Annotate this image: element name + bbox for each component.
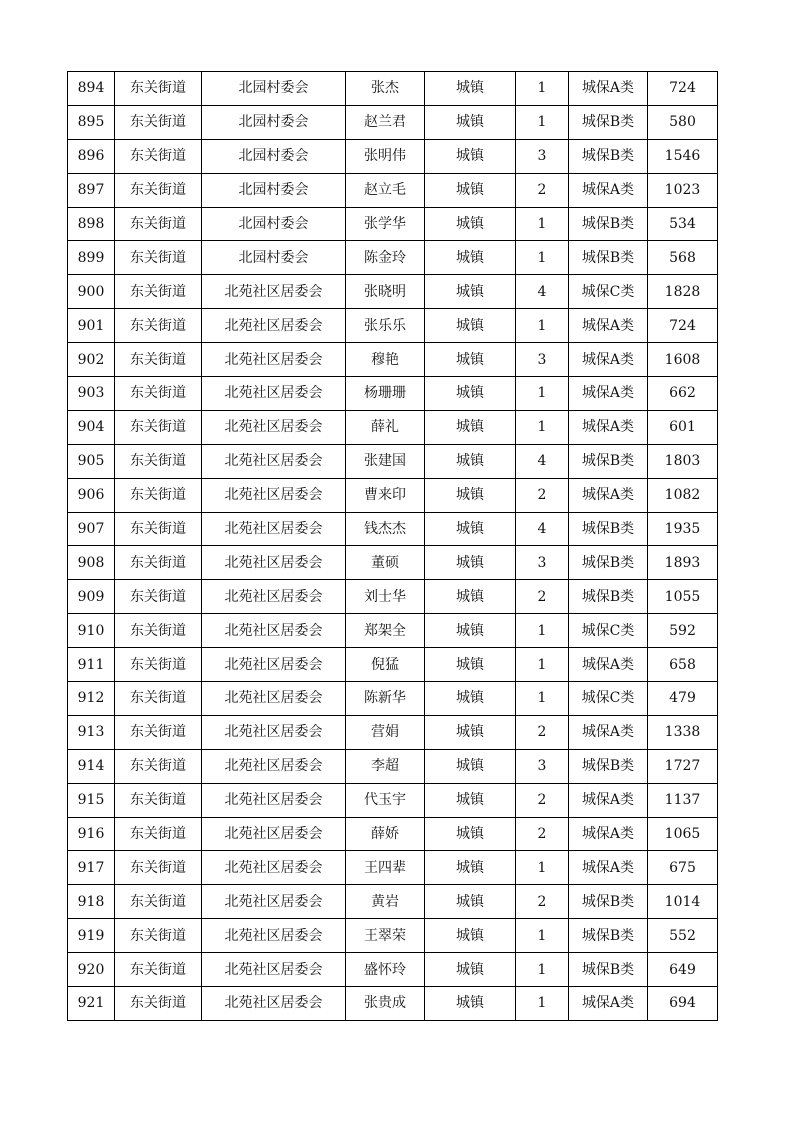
committee-cell: 北苑社区居委会 xyxy=(202,614,346,648)
committee-cell: 北苑社区居委会 xyxy=(202,512,346,546)
table-row xyxy=(68,546,718,580)
household-count-cell: 4 xyxy=(516,275,569,309)
amount-cell: 1137 xyxy=(648,783,718,817)
table-row xyxy=(68,648,718,682)
category-cell: 城保A类 xyxy=(569,478,648,512)
household-count-cell: 1 xyxy=(516,919,569,953)
street-cell: 东关街道 xyxy=(115,410,202,444)
serial-number-cell: 897 xyxy=(68,173,115,207)
household-count-cell: 1 xyxy=(516,377,569,411)
serial-number-cell: 912 xyxy=(68,682,115,716)
amount-cell: 580 xyxy=(648,105,718,139)
committee-cell: 北苑社区居委会 xyxy=(202,715,346,749)
amount-cell: 534 xyxy=(648,207,718,241)
street-cell: 东关街道 xyxy=(115,783,202,817)
name-cell: 赵兰君 xyxy=(346,105,425,139)
amount-cell: 1893 xyxy=(648,546,718,580)
name-cell: 张学华 xyxy=(346,207,425,241)
name-cell: 杨珊珊 xyxy=(346,377,425,411)
name-cell: 张贵成 xyxy=(346,987,425,1021)
area-type-cell: 城镇 xyxy=(425,953,516,987)
category-cell: 城保A类 xyxy=(569,377,648,411)
committee-cell: 北苑社区居委会 xyxy=(202,546,346,580)
category-cell: 城保C类 xyxy=(569,682,648,716)
table-row xyxy=(68,343,718,377)
serial-number-cell: 915 xyxy=(68,783,115,817)
area-type-cell: 城镇 xyxy=(425,241,516,275)
table-row xyxy=(68,682,718,716)
household-count-cell: 1 xyxy=(516,987,569,1021)
amount-cell: 1023 xyxy=(648,173,718,207)
committee-cell: 北苑社区居委会 xyxy=(202,851,346,885)
street-cell: 东关街道 xyxy=(115,309,202,343)
committee-cell: 北苑社区居委会 xyxy=(202,749,346,783)
household-count-cell: 2 xyxy=(516,715,569,749)
serial-number-cell: 908 xyxy=(68,546,115,580)
table-row xyxy=(68,173,718,207)
area-type-cell: 城镇 xyxy=(425,343,516,377)
street-cell: 东关街道 xyxy=(115,377,202,411)
serial-number-cell: 901 xyxy=(68,309,115,343)
category-cell: 城保A类 xyxy=(569,851,648,885)
table-row xyxy=(68,580,718,614)
committee-cell: 北苑社区居委会 xyxy=(202,478,346,512)
table-row xyxy=(68,715,718,749)
amount-cell: 1608 xyxy=(648,343,718,377)
street-cell: 东关街道 xyxy=(115,682,202,716)
amount-cell: 592 xyxy=(648,614,718,648)
household-count-cell: 1 xyxy=(516,309,569,343)
category-cell: 城保A类 xyxy=(569,173,648,207)
name-cell: 郑架全 xyxy=(346,614,425,648)
area-type-cell: 城镇 xyxy=(425,478,516,512)
committee-cell: 北园村委会 xyxy=(202,207,346,241)
table-row xyxy=(68,987,718,1021)
table-row xyxy=(68,817,718,851)
street-cell: 东关街道 xyxy=(115,919,202,953)
area-type-cell: 城镇 xyxy=(425,817,516,851)
area-type-cell: 城镇 xyxy=(425,173,516,207)
household-count-cell: 1 xyxy=(516,410,569,444)
area-type-cell: 城镇 xyxy=(425,749,516,783)
household-count-cell: 1 xyxy=(516,614,569,648)
committee-cell: 北苑社区居委会 xyxy=(202,987,346,1021)
serial-number-cell: 903 xyxy=(68,377,115,411)
category-cell: 城保B类 xyxy=(569,139,648,173)
committee-cell: 北苑社区居委会 xyxy=(202,885,346,919)
area-type-cell: 城镇 xyxy=(425,614,516,648)
name-cell: 曹来印 xyxy=(346,478,425,512)
name-cell: 陈金玲 xyxy=(346,241,425,275)
amount-cell: 601 xyxy=(648,410,718,444)
household-count-cell: 2 xyxy=(516,478,569,512)
category-cell: 城保B类 xyxy=(569,105,648,139)
amount-cell: 1065 xyxy=(648,817,718,851)
street-cell: 东关街道 xyxy=(115,614,202,648)
name-cell: 穆艳 xyxy=(346,343,425,377)
street-cell: 东关街道 xyxy=(115,851,202,885)
committee-cell: 北苑社区居委会 xyxy=(202,919,346,953)
amount-cell: 1727 xyxy=(648,749,718,783)
street-cell: 东关街道 xyxy=(115,512,202,546)
committee-cell: 北苑社区居委会 xyxy=(202,783,346,817)
serial-number-cell: 919 xyxy=(68,919,115,953)
street-cell: 东关街道 xyxy=(115,275,202,309)
street-cell: 东关街道 xyxy=(115,715,202,749)
household-count-cell: 4 xyxy=(516,444,569,478)
serial-number-cell: 899 xyxy=(68,241,115,275)
serial-number-cell: 916 xyxy=(68,817,115,851)
category-cell: 城保C类 xyxy=(569,275,648,309)
committee-cell: 北园村委会 xyxy=(202,241,346,275)
area-type-cell: 城镇 xyxy=(425,682,516,716)
area-type-cell: 城镇 xyxy=(425,275,516,309)
table-row xyxy=(68,377,718,411)
serial-number-cell: 913 xyxy=(68,715,115,749)
area-type-cell: 城镇 xyxy=(425,444,516,478)
name-cell: 刘士华 xyxy=(346,580,425,614)
area-type-cell: 城镇 xyxy=(425,987,516,1021)
area-type-cell: 城镇 xyxy=(425,139,516,173)
amount-cell: 479 xyxy=(648,682,718,716)
area-type-cell: 城镇 xyxy=(425,377,516,411)
name-cell: 张杰 xyxy=(346,72,425,106)
household-count-cell: 1 xyxy=(516,851,569,885)
category-cell: 城保A类 xyxy=(569,343,648,377)
household-count-cell: 3 xyxy=(516,546,569,580)
household-count-cell: 3 xyxy=(516,749,569,783)
area-type-cell: 城镇 xyxy=(425,885,516,919)
name-cell: 董硕 xyxy=(346,546,425,580)
area-type-cell: 城镇 xyxy=(425,851,516,885)
category-cell: 城保B类 xyxy=(569,919,648,953)
area-type-cell: 城镇 xyxy=(425,715,516,749)
household-count-cell: 1 xyxy=(516,72,569,106)
table-row xyxy=(68,851,718,885)
street-cell: 东关街道 xyxy=(115,241,202,275)
name-cell: 黄岩 xyxy=(346,885,425,919)
serial-number-cell: 910 xyxy=(68,614,115,648)
street-cell: 东关街道 xyxy=(115,72,202,106)
name-cell: 李超 xyxy=(346,749,425,783)
category-cell: 城保B类 xyxy=(569,580,648,614)
household-count-cell: 1 xyxy=(516,682,569,716)
area-type-cell: 城镇 xyxy=(425,309,516,343)
serial-number-cell: 904 xyxy=(68,410,115,444)
serial-number-cell: 902 xyxy=(68,343,115,377)
name-cell: 营娟 xyxy=(346,715,425,749)
household-count-cell: 1 xyxy=(516,105,569,139)
category-cell: 城保B类 xyxy=(569,885,648,919)
category-cell: 城保A类 xyxy=(569,817,648,851)
serial-number-cell: 905 xyxy=(68,444,115,478)
household-count-cell: 3 xyxy=(516,139,569,173)
committee-cell: 北园村委会 xyxy=(202,105,346,139)
amount-cell: 694 xyxy=(648,987,718,1021)
category-cell: 城保A类 xyxy=(569,987,648,1021)
household-count-cell: 3 xyxy=(516,343,569,377)
category-cell: 城保A类 xyxy=(569,410,648,444)
amount-cell: 552 xyxy=(648,919,718,953)
category-cell: 城保B类 xyxy=(569,749,648,783)
category-cell: 城保C类 xyxy=(569,614,648,648)
street-cell: 东关街道 xyxy=(115,173,202,207)
committee-cell: 北苑社区居委会 xyxy=(202,648,346,682)
street-cell: 东关街道 xyxy=(115,953,202,987)
household-count-cell: 2 xyxy=(516,885,569,919)
table-row xyxy=(68,275,718,309)
table-row xyxy=(68,783,718,817)
table-row xyxy=(68,309,718,343)
committee-cell: 北苑社区居委会 xyxy=(202,343,346,377)
area-type-cell: 城镇 xyxy=(425,919,516,953)
name-cell: 陈新华 xyxy=(346,682,425,716)
household-count-cell: 2 xyxy=(516,783,569,817)
name-cell: 张建国 xyxy=(346,444,425,478)
table-row xyxy=(68,953,718,987)
amount-cell: 1082 xyxy=(648,478,718,512)
category-cell: 城保B类 xyxy=(569,207,648,241)
household-count-cell: 1 xyxy=(516,953,569,987)
serial-number-cell: 895 xyxy=(68,105,115,139)
name-cell: 张乐乐 xyxy=(346,309,425,343)
name-cell: 王四辈 xyxy=(346,851,425,885)
committee-cell: 北苑社区居委会 xyxy=(202,953,346,987)
household-count-cell: 2 xyxy=(516,173,569,207)
table-body xyxy=(68,72,718,1021)
area-type-cell: 城镇 xyxy=(425,546,516,580)
street-cell: 东关街道 xyxy=(115,343,202,377)
amount-cell: 675 xyxy=(648,851,718,885)
serial-number-cell: 921 xyxy=(68,987,115,1021)
area-type-cell: 城镇 xyxy=(425,207,516,241)
amount-cell: 1014 xyxy=(648,885,718,919)
committee-cell: 北苑社区居委会 xyxy=(202,410,346,444)
category-cell: 城保B类 xyxy=(569,953,648,987)
household-count-cell: 4 xyxy=(516,512,569,546)
serial-number-cell: 911 xyxy=(68,648,115,682)
committee-cell: 北苑社区居委会 xyxy=(202,377,346,411)
committee-cell: 北苑社区居委会 xyxy=(202,817,346,851)
area-type-cell: 城镇 xyxy=(425,72,516,106)
street-cell: 东关街道 xyxy=(115,987,202,1021)
table-row xyxy=(68,72,718,106)
table-row xyxy=(68,207,718,241)
street-cell: 东关街道 xyxy=(115,546,202,580)
street-cell: 东关街道 xyxy=(115,885,202,919)
committee-cell: 北苑社区居委会 xyxy=(202,275,346,309)
street-cell: 东关街道 xyxy=(115,444,202,478)
household-count-cell: 1 xyxy=(516,648,569,682)
category-cell: 城保B类 xyxy=(569,546,648,580)
amount-cell: 568 xyxy=(648,241,718,275)
street-cell: 东关街道 xyxy=(115,580,202,614)
table-row xyxy=(68,919,718,953)
serial-number-cell: 907 xyxy=(68,512,115,546)
serial-number-cell: 920 xyxy=(68,953,115,987)
amount-cell: 1055 xyxy=(648,580,718,614)
street-cell: 东关街道 xyxy=(115,478,202,512)
amount-cell: 1828 xyxy=(648,275,718,309)
committee-cell: 北苑社区居委会 xyxy=(202,444,346,478)
amount-cell: 649 xyxy=(648,953,718,987)
serial-number-cell: 917 xyxy=(68,851,115,885)
table-row xyxy=(68,241,718,275)
area-type-cell: 城镇 xyxy=(425,410,516,444)
street-cell: 东关街道 xyxy=(115,139,202,173)
name-cell: 薛礼 xyxy=(346,410,425,444)
table-row xyxy=(68,105,718,139)
category-cell: 城保B类 xyxy=(569,512,648,546)
serial-number-cell: 898 xyxy=(68,207,115,241)
serial-number-cell: 909 xyxy=(68,580,115,614)
area-type-cell: 城镇 xyxy=(425,580,516,614)
name-cell: 盛怀玲 xyxy=(346,953,425,987)
household-count-cell: 1 xyxy=(516,241,569,275)
street-cell: 东关街道 xyxy=(115,648,202,682)
committee-cell: 北苑社区居委会 xyxy=(202,580,346,614)
serial-number-cell: 906 xyxy=(68,478,115,512)
amount-cell: 1803 xyxy=(648,444,718,478)
name-cell: 张晓明 xyxy=(346,275,425,309)
committee-cell: 北园村委会 xyxy=(202,173,346,207)
amount-cell: 662 xyxy=(648,377,718,411)
committee-cell: 北园村委会 xyxy=(202,72,346,106)
amount-cell: 658 xyxy=(648,648,718,682)
committee-cell: 北园村委会 xyxy=(202,139,346,173)
street-cell: 东关街道 xyxy=(115,105,202,139)
street-cell: 东关街道 xyxy=(115,207,202,241)
name-cell: 代玉宇 xyxy=(346,783,425,817)
area-type-cell: 城镇 xyxy=(425,512,516,546)
committee-cell: 北苑社区居委会 xyxy=(202,309,346,343)
amount-cell: 1338 xyxy=(648,715,718,749)
table-row xyxy=(68,478,718,512)
area-type-cell: 城镇 xyxy=(425,105,516,139)
amount-cell: 1935 xyxy=(648,512,718,546)
category-cell: 城保B类 xyxy=(569,444,648,478)
category-cell: 城保A类 xyxy=(569,783,648,817)
amount-cell: 724 xyxy=(648,72,718,106)
table-row xyxy=(68,444,718,478)
category-cell: 城保A类 xyxy=(569,715,648,749)
category-cell: 城保A类 xyxy=(569,648,648,682)
serial-number-cell: 918 xyxy=(68,885,115,919)
table-row xyxy=(68,749,718,783)
household-count-cell: 1 xyxy=(516,207,569,241)
area-type-cell: 城镇 xyxy=(425,783,516,817)
serial-number-cell: 894 xyxy=(68,72,115,106)
category-cell: 城保B类 xyxy=(569,241,648,275)
street-cell: 东关街道 xyxy=(115,749,202,783)
table-row xyxy=(68,139,718,173)
area-type-cell: 城镇 xyxy=(425,648,516,682)
amount-cell: 724 xyxy=(648,309,718,343)
household-count-cell: 2 xyxy=(516,817,569,851)
table-row xyxy=(68,512,718,546)
name-cell: 倪猛 xyxy=(346,648,425,682)
table-row xyxy=(68,614,718,648)
name-cell: 钱杰杰 xyxy=(346,512,425,546)
amount-cell: 1546 xyxy=(648,139,718,173)
table-row xyxy=(68,410,718,444)
household-count-cell: 2 xyxy=(516,580,569,614)
committee-cell: 北苑社区居委会 xyxy=(202,682,346,716)
serial-number-cell: 914 xyxy=(68,749,115,783)
name-cell: 薛娇 xyxy=(346,817,425,851)
category-cell: 城保A类 xyxy=(569,309,648,343)
data-table xyxy=(67,71,718,1021)
name-cell: 张明伟 xyxy=(346,139,425,173)
table-row xyxy=(68,885,718,919)
serial-number-cell: 896 xyxy=(68,139,115,173)
street-cell: 东关街道 xyxy=(115,817,202,851)
category-cell: 城保A类 xyxy=(569,72,648,106)
name-cell: 王翠荣 xyxy=(346,919,425,953)
serial-number-cell: 900 xyxy=(68,275,115,309)
name-cell: 赵立毛 xyxy=(346,173,425,207)
